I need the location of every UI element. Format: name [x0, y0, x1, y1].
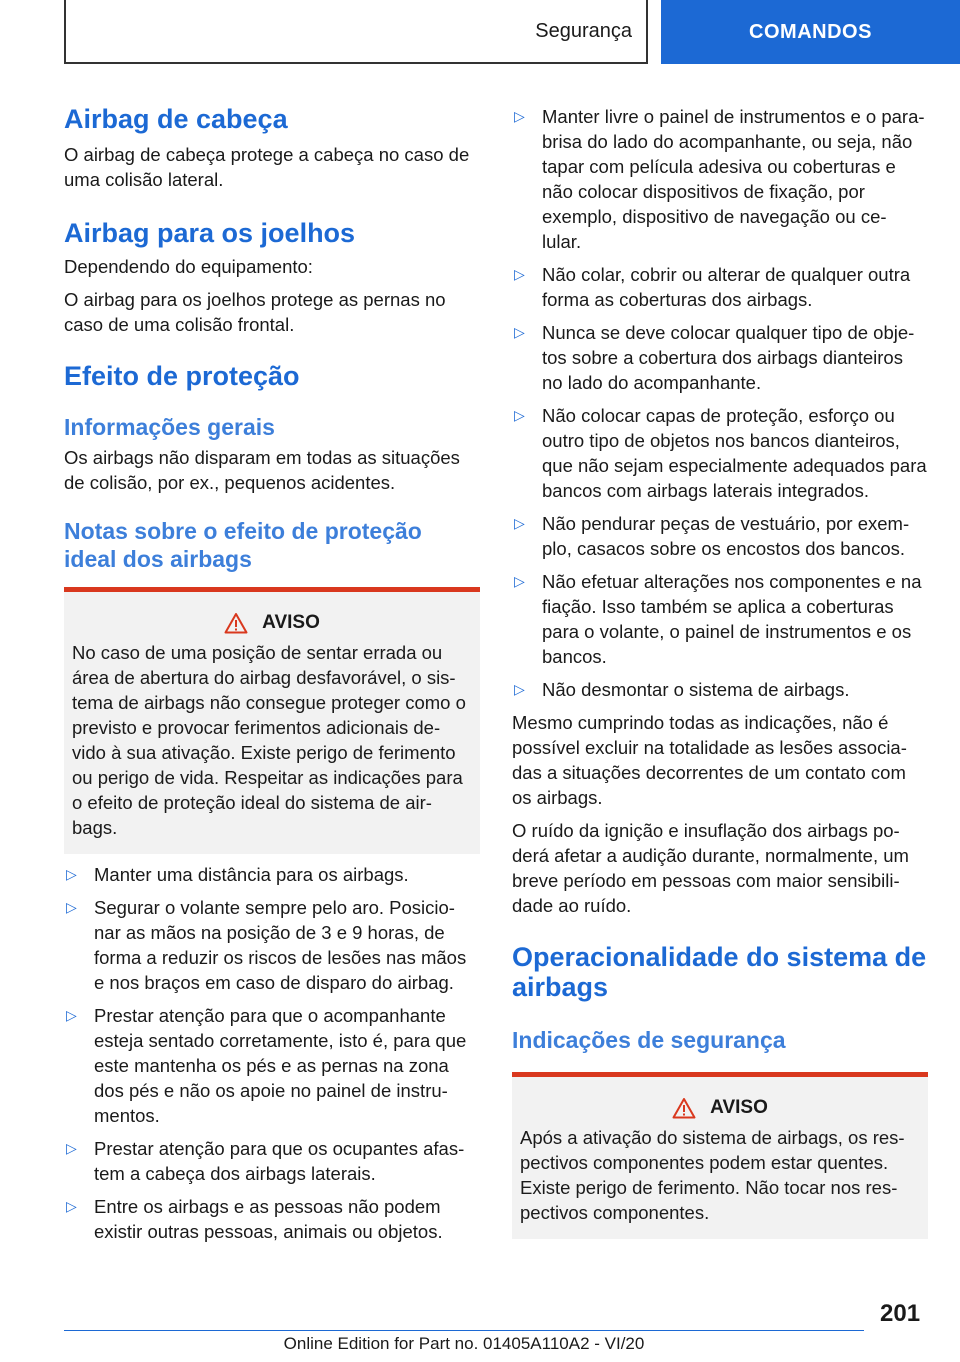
triangle-right-icon: ▷ — [514, 407, 525, 423]
para-airbag-cabeca: O airbag de cabeça protege a cabeça no caso de uma colisão lateral. — [64, 144, 470, 190]
warning-triangle-icon — [224, 612, 248, 634]
warning-title: AVISO — [710, 1097, 768, 1118]
triangle-right-icon: ▷ — [66, 1007, 77, 1023]
footer-divider — [64, 1330, 864, 1331]
triangle-right-icon: ▷ — [514, 266, 525, 282]
triangle-right-icon: ▷ — [66, 899, 77, 915]
list-item — [64, 1003, 480, 1128]
chapter-title: COMANDOS — [749, 20, 872, 43]
list-item — [512, 569, 928, 669]
list-item-text: Nunca se deve colocar qualquer tipo de obje- tos sobre a cobertura dos airbags dianteiros no lado do acompanhante. — [542, 322, 915, 393]
heading-efeito-protecao: Efeito de proteção — [64, 361, 300, 391]
bullet-list-right — [512, 104, 928, 702]
triangle-right-icon: ▷ — [66, 866, 77, 882]
list-item — [512, 320, 928, 395]
section-title: Segurança — [535, 19, 632, 42]
triangle-right-icon: ▷ — [66, 1140, 77, 1156]
triangle-right-icon: ▷ — [66, 1198, 77, 1214]
triangle-right-icon: ▷ — [514, 108, 525, 124]
list-item-text: Manter uma distância para os airbags. — [94, 864, 409, 885]
triangle-right-icon: ▷ — [514, 324, 525, 340]
para-joelhos-1: Dependendo do equipamento: — [64, 256, 313, 277]
warning-triangle-icon — [672, 1097, 696, 1119]
heading-indicacoes-seguranca: Indicações de segurança — [512, 1027, 786, 1053]
warning-title-row — [72, 612, 472, 634]
list-item-text: Prestar atenção para que o acompanhante esteja sentado corretamente, isto é, para que este mantenha os pés e as pernas na zona dos pés e não os apoie no painel de instru- mentos. — [94, 1005, 467, 1126]
list-item-text: Entre os airbags e as pessoas não podem existir outras pessoas, animais ou objetos. — [94, 1196, 443, 1242]
para-joelhos-2: O airbag para os joelhos protege as pernas no caso de uma colisão frontal. — [64, 289, 446, 335]
para-informacoes-gerais: Os airbags não disparam em todas as situações de colisão, por ex., pequenos acidentes. — [64, 447, 460, 493]
warning-text: No caso de uma posição de sentar errada ou área de abertura do airbag desfavorável, o sis- tema de airbags não consegue proteger como o previsto e provocar ferimentos adicionais de- vido à sua ativação. Existe perigo de ferimento ou perigo de vida. Respeitar as indicações para o efeito de proteção ideal do sistema de air- bags. — [72, 642, 466, 838]
list-item-text: Não colar, cobrir ou alterar de qualquer outra forma as coberturas dos airbags. — [542, 264, 911, 310]
heading-airbag-joelhos: Airbag para os joelhos — [64, 218, 356, 248]
page-number: 201 — [880, 1300, 921, 1327]
list-item — [64, 1136, 480, 1186]
heading-operacionalidade: Operacionalidade do sistema de airbags — [512, 942, 927, 1002]
list-item-text: Prestar atenção para que os ocupantes afas- tem a cabeça dos airbags laterais. — [94, 1138, 465, 1184]
list-item — [64, 862, 480, 887]
list-item — [512, 104, 928, 254]
triangle-right-icon: ▷ — [514, 515, 525, 531]
list-item-text: Não efetuar alterações nos componentes e na fiação. Isso também se aplica a coberturas para o volante, o painel de instrumentos e os bancos. — [542, 571, 922, 667]
list-item-text: Não desmontar o sistema de airbags. — [542, 679, 850, 700]
list-item — [512, 262, 928, 312]
list-item-text: Não colocar capas de proteção, esforço ou outro tipo de objetos nos bancos dianteiros, que não sejam especialmente adequados para bancos com airbags laterais integrados. — [542, 405, 927, 501]
warning-text: Após a ativação do sistema de airbags, os res- pectivos componentes podem estar quentes. Existe perigo de ferimento. Não tocar nos res- pectivos componentes. — [520, 1127, 905, 1223]
heading-airbag-cabeca: Airbag de cabeça — [64, 104, 288, 134]
heading-notas-efeito: Notas sobre o efeito de proteção ideal dos airbags — [64, 518, 422, 572]
header-section-tab — [64, 0, 648, 64]
list-item-text: Segurar o volante sempre pelo aro. Posicio- nar as mãos na posição de 3 e 9 horas, de forma a reduzir os riscos de lesões nas mãos e nos braços em caso de disparo do airbag. — [94, 897, 467, 993]
header-chapter-tab — [661, 0, 960, 64]
warning-box-left — [64, 587, 480, 854]
list-item — [64, 895, 480, 995]
list-item — [512, 403, 928, 503]
heading-informacoes-gerais: Informações gerais — [64, 414, 275, 440]
list-item — [512, 677, 928, 702]
list-item-text: Não pendurar peças de vestuário, por exem- plo, casacos sobre os encostos dos bancos. — [542, 513, 910, 559]
right-column — [512, 100, 928, 1239]
para-mesmo-cumprindo: Mesmo cumprindo todas as indicações, não é possível excluir na totalidade as lesões associa- das a situações decorrentes de um contato com os airbags. — [512, 712, 907, 808]
triangle-right-icon: ▷ — [514, 573, 525, 589]
warning-box-right — [512, 1072, 928, 1239]
list-item-text: Manter livre o painel de instrumentos e o para-brisa do lado do acompanhante, ou seja, não tapar com película adesiva ou coberturas e não colocar dispositivos de fixação, por exemplo, dispositivo de navegação ou ce- lular. — [542, 106, 925, 252]
para-ruido: O ruído da ignição e insuflação dos airbags po- derá afetar a audição durante, normalmente, um breve período em pessoas com maior sensibili- dade ao ruído. — [512, 820, 909, 916]
triangle-right-icon: ▷ — [514, 681, 525, 697]
bullet-list-left — [64, 862, 480, 1244]
list-item — [64, 1194, 480, 1244]
list-item — [512, 511, 928, 561]
left-column — [64, 100, 480, 1244]
warning-title: AVISO — [262, 612, 320, 633]
footer-edition: Online Edition for Part no. 01405A110A2 - VI/20 — [283, 1334, 645, 1353]
warning-title-row — [520, 1097, 920, 1119]
